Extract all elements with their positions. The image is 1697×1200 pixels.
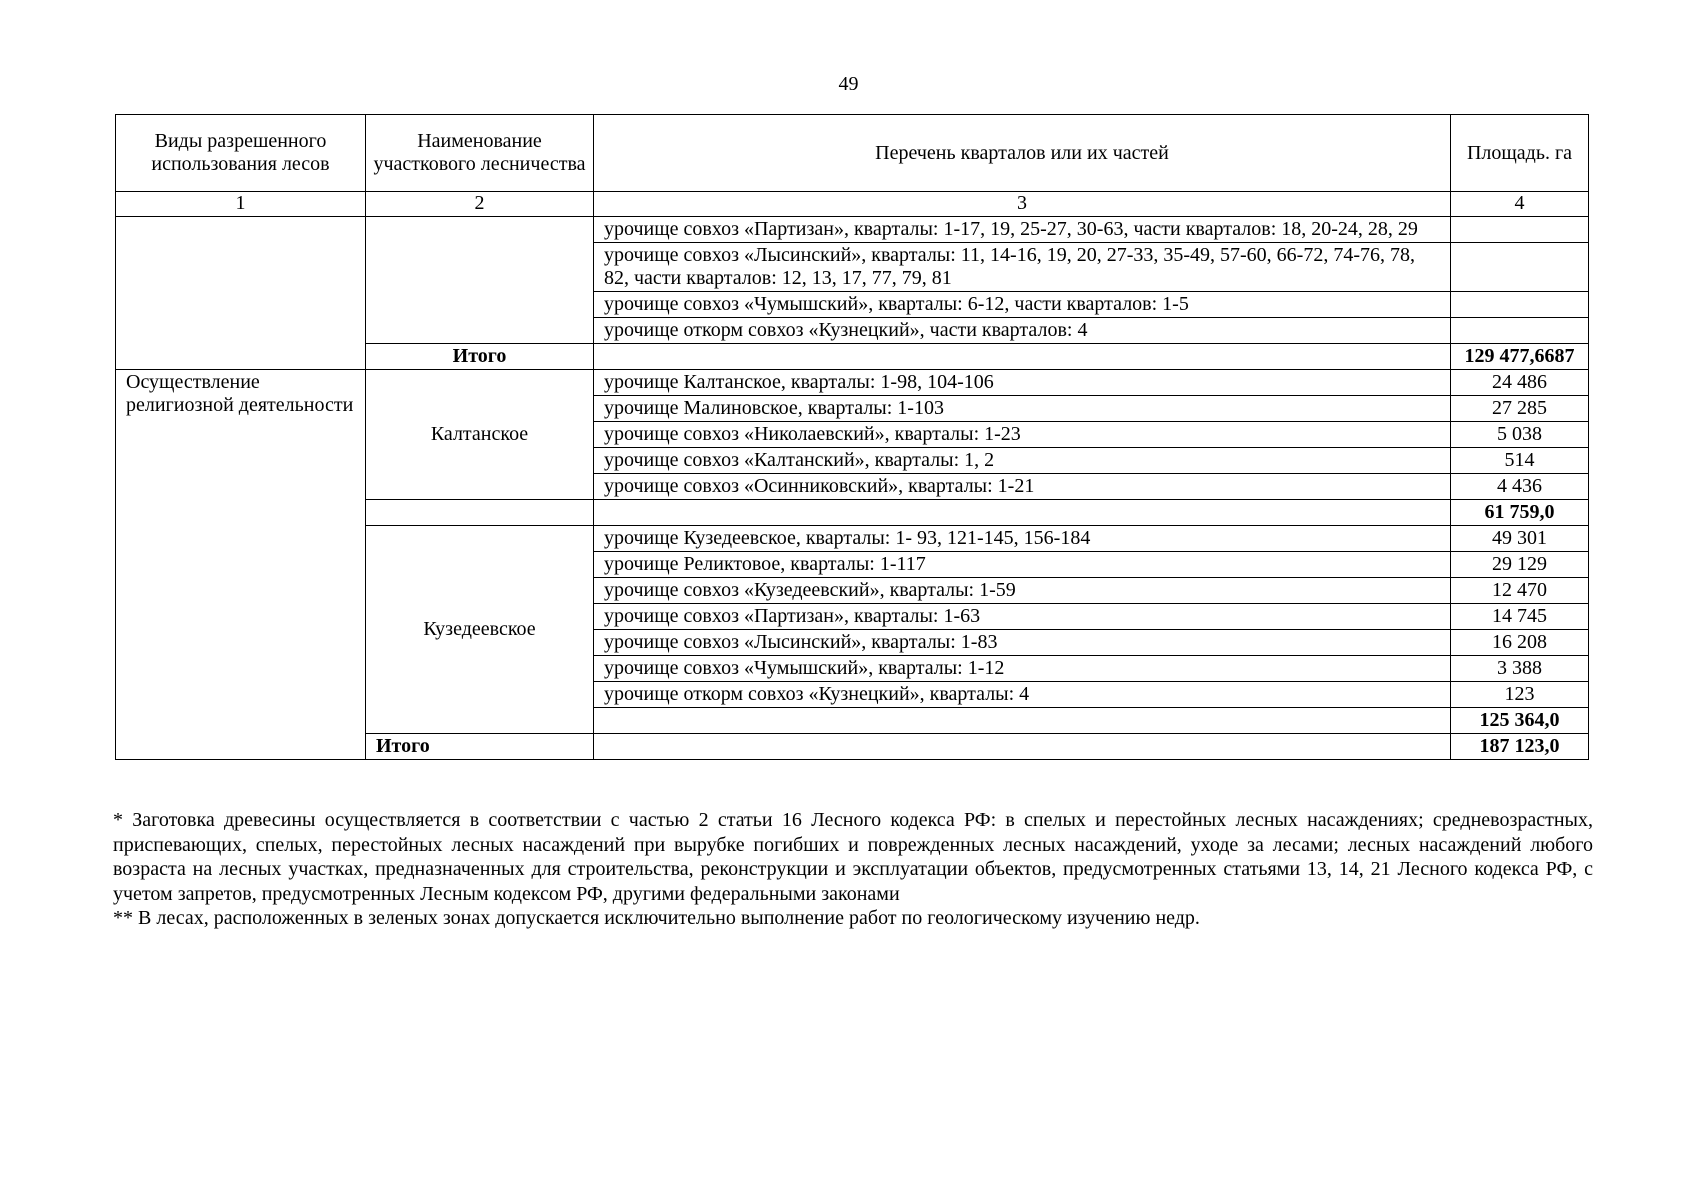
header-area: Площадь. га xyxy=(1451,115,1589,192)
header-forestry-name: Наименование участкового лесничества xyxy=(366,115,594,192)
header-quarters-list: Перечень кварталов или их частей xyxy=(594,115,1451,192)
area-cell: 12 470 xyxy=(1451,578,1589,604)
use-type-cell: Осуществление религиозной деятельности xyxy=(116,370,366,760)
subtotal-forestry-empty xyxy=(366,500,594,526)
footnotes xyxy=(113,808,1593,931)
area-cell: 27 285 xyxy=(1451,396,1589,422)
column-number: 1 xyxy=(116,192,366,217)
area-cell-empty xyxy=(1451,217,1589,243)
area-cell: 29 129 xyxy=(1451,552,1589,578)
forestry-name-cell: Калтанское xyxy=(366,370,594,500)
quarters-cell: урочище совхоз «Калтанский», кварталы: 1, 2 xyxy=(594,448,1451,474)
area-cell-empty xyxy=(1451,243,1589,292)
quarters-cell: урочище совхоз «Чумышский», кварталы: 6-12, части кварталов: 1-5 xyxy=(594,292,1451,318)
footnote-green-zones: ** В лесах, расположенных в зеленых зонах допускается исключительно выполнение работ по геологическому изучению недр. xyxy=(113,907,1200,929)
area-cell: 49 301 xyxy=(1451,526,1589,552)
table-row xyxy=(116,370,1589,396)
area-cell: 16 208 xyxy=(1451,630,1589,656)
quarters-cell: урочище откорм совхоз «Кузнецкий», кварталы: 4 xyxy=(594,682,1451,708)
quarters-cell: урочище откорм совхоз «Кузнецкий», части кварталов: 4 xyxy=(594,318,1451,344)
quarters-cell: урочище Кузедеевское, кварталы: 1- 93, 121-145, 156-184 xyxy=(594,526,1451,552)
total-quarters-empty xyxy=(594,734,1451,760)
subtotal-area: 61 759,0 xyxy=(1451,500,1589,526)
total-label: Итого xyxy=(366,734,594,760)
quarters-cell: урочище совхоз «Николаевский», кварталы: 1-23 xyxy=(594,422,1451,448)
subtotal-area: 125 364,0 xyxy=(1451,708,1589,734)
table-header-row xyxy=(116,115,1589,192)
total-label: Итого xyxy=(366,344,594,370)
table-row xyxy=(116,217,1589,243)
total-area: 187 123,0 xyxy=(1451,734,1589,760)
quarters-cell: урочище совхоз «Кузедеевский», кварталы: 1-59 xyxy=(594,578,1451,604)
footnote-timber-harvesting: * Заготовка древесины осуществляется в соответствии с частью 2 статьи 16 Лесного кодекса РФ: в спелых и перестойных лесных насаждениях; средневозрастных, приспевающих, спелых, перестойных лесных насаждений при вырубке погибших и поврежденных лесных насаждений, уходе за лесами; лесных насаждений любого возраста на лесных участках, предназначенных для строительства, реконструкции и эксплуатации объектов, предусмотренных статьями 13, 14, 21 Лесного кодекса РФ, с учетом запретов, предусмотренных Лесным кодексом РФ, другими федеральными законами xyxy=(113,809,1593,905)
column-number-row xyxy=(116,192,1589,217)
quarters-cell: урочище совхоз «Партизан», кварталы: 1-17, 19, 25-27, 30-63, части кварталов: 18, 20-24, 28, 29 xyxy=(594,217,1451,243)
quarters-cell: урочище совхоз «Партизан», кварталы: 1-63 xyxy=(594,604,1451,630)
area-cell-empty xyxy=(1451,318,1589,344)
quarters-cell: урочище совхоз «Лысинский», кварталы: 11, 14-16, 19, 20, 27-33, 35-49, 57-60, 66-72, 74-76, 78, 82, части кварталов: 12, 13, 17, 77, 79, 81 xyxy=(594,243,1451,292)
total-area: 129 477,6687 xyxy=(1451,344,1589,370)
total-quarters-empty xyxy=(594,344,1451,370)
quarters-cell: урочище Реликтовое, кварталы: 1-117 xyxy=(594,552,1451,578)
quarters-cell: урочище совхоз «Чумышский», кварталы: 1-12 xyxy=(594,656,1451,682)
quarters-cell: урочище совхоз «Осинниковский», кварталы: 1-21 xyxy=(594,474,1451,500)
quarters-cell: урочище Малиновское, кварталы: 1-103 xyxy=(594,396,1451,422)
area-cell: 514 xyxy=(1451,448,1589,474)
header-use-type: Виды разрешенного использования лесов xyxy=(116,115,366,192)
subtotal-quarters-empty xyxy=(594,708,1451,734)
use-type-cell-empty xyxy=(116,217,366,370)
column-number: 2 xyxy=(366,192,594,217)
subtotal-quarters-empty xyxy=(594,500,1451,526)
forestry-name-cell: Кузедеевское xyxy=(366,526,594,734)
area-cell: 24 486 xyxy=(1451,370,1589,396)
quarters-cell: урочище совхоз «Лысинский», кварталы: 1-83 xyxy=(594,630,1451,656)
quarters-cell: урочище Калтанское, кварталы: 1-98, 104-106 xyxy=(594,370,1451,396)
area-cell: 4 436 xyxy=(1451,474,1589,500)
area-cell: 3 388 xyxy=(1451,656,1589,682)
forest-use-table xyxy=(115,114,1589,760)
area-cell: 123 xyxy=(1451,682,1589,708)
forestry-cell-empty xyxy=(366,217,594,344)
column-number: 3 xyxy=(594,192,1451,217)
page-number: 49 xyxy=(838,73,859,95)
area-cell-empty xyxy=(1451,292,1589,318)
column-number: 4 xyxy=(1451,192,1589,217)
area-cell: 14 745 xyxy=(1451,604,1589,630)
area-cell: 5 038 xyxy=(1451,422,1589,448)
